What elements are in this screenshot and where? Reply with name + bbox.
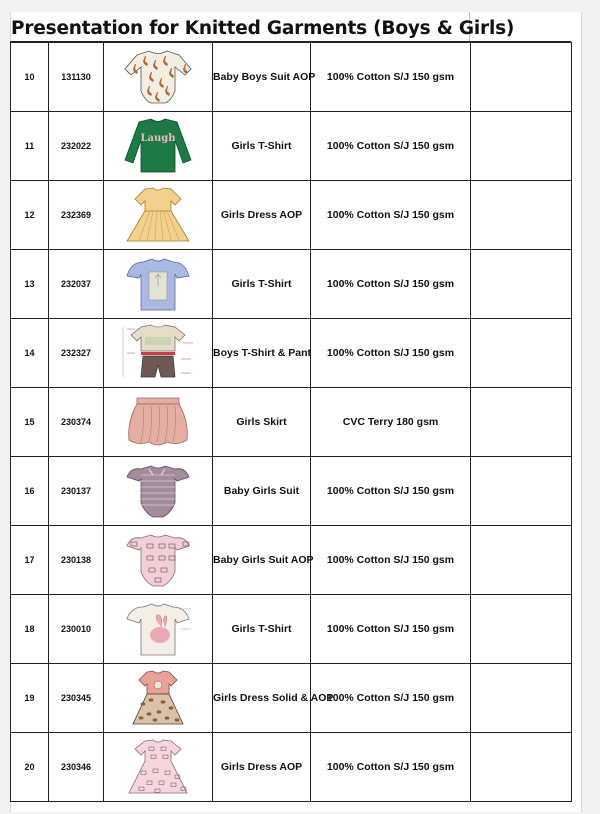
table-row (11, 595, 572, 664)
row-number-cell: 11 (11, 112, 49, 181)
fabric-cell: 100% Cotton S/J 150 gsm (311, 250, 471, 319)
row-number-cell: 18 (11, 595, 49, 664)
notes-cell (471, 112, 572, 181)
notes-cell (471, 664, 572, 733)
fabric-cell: 100% Cotton S/J 150 gsm (311, 181, 471, 250)
green-laugh-long-sleeve-tee-illustration (104, 116, 212, 176)
notes-cell (471, 526, 572, 595)
description-cell: Girls T-Shirt (213, 595, 311, 664)
row-number-cell: 13 (11, 250, 49, 319)
table-row (11, 112, 572, 181)
row-number-cell: 19 (11, 664, 49, 733)
table-row (11, 181, 572, 250)
table-row (11, 43, 572, 112)
fabric-cell: 100% Cotton S/J 150 gsm (311, 112, 471, 181)
fabric-cell: 100% Cotton S/J 150 gsm (311, 43, 471, 112)
notes-cell (471, 733, 572, 802)
bear-dress-with-leopard-skirt-illustration (104, 668, 212, 728)
boys-tee-and-shorts-tech-sketch (104, 323, 212, 383)
fabric-cell: CVC Terry 180 gsm (311, 388, 471, 457)
garment-image-cell (104, 388, 213, 457)
mauve-striped-bodysuit-illustration (104, 461, 212, 521)
row-number-cell: 10 (11, 43, 49, 112)
garment-image-cell (104, 250, 213, 319)
garment-table (10, 42, 572, 802)
boys-suit-giraffe-print-illustration (104, 47, 212, 107)
description-cell: Baby Girls Suit AOP (213, 526, 311, 595)
notes-cell (471, 595, 572, 664)
table-row (11, 664, 572, 733)
notes-cell (471, 388, 572, 457)
description-cell: Girls T-Shirt (213, 112, 311, 181)
style-code-cell: 131130 (49, 43, 104, 112)
style-code-cell: 232369 (49, 181, 104, 250)
style-code-cell: 230345 (49, 664, 104, 733)
description-cell: Boys T-Shirt & Pant (213, 319, 311, 388)
row-number-cell: 17 (11, 526, 49, 595)
style-code-cell: 230010 (49, 595, 104, 664)
pink-printed-bodysuit-illustration (104, 530, 212, 590)
description-cell: Baby Girls Suit (213, 457, 311, 526)
table-row (11, 250, 572, 319)
style-code-cell: 232037 (49, 250, 104, 319)
blue-flutter-tee-illustration (104, 254, 212, 314)
fabric-cell: 100% Cotton S/J 150 gsm (311, 526, 471, 595)
page-title: Presentation for Knitted Garments (Boys & Girls) (11, 18, 515, 39)
style-code-cell: 230346 (49, 733, 104, 802)
description-cell: Baby Boys Suit AOP (213, 43, 311, 112)
notes-cell (471, 43, 572, 112)
table-row (11, 388, 572, 457)
cream-tee-with-bunny-print-illustration (104, 599, 212, 659)
notes-cell (471, 250, 572, 319)
pink-skirt-illustration (104, 392, 212, 452)
row-number-cell: 20 (11, 733, 49, 802)
row-number-cell: 16 (11, 457, 49, 526)
garment-image-cell (104, 526, 213, 595)
table-row (11, 733, 572, 802)
garment-image-cell (104, 112, 213, 181)
garment-image-cell (104, 181, 213, 250)
row-number-cell: 15 (11, 388, 49, 457)
description-cell: Girls Dress AOP (213, 733, 311, 802)
notes-cell (471, 457, 572, 526)
style-code-cell: 230374 (49, 388, 104, 457)
row-number-cell: 12 (11, 181, 49, 250)
fabric-cell: 100% Cotton S/J 150 gsm (311, 595, 471, 664)
style-code-cell: 230137 (49, 457, 104, 526)
fabric-cell: 100% Cotton S/J 150 gsm (311, 733, 471, 802)
fabric-cell: 100% Cotton S/J 150 gsm (311, 457, 471, 526)
style-code-cell: 232327 (49, 319, 104, 388)
style-code-cell: 232022 (49, 112, 104, 181)
notes-cell (471, 319, 572, 388)
garment-image-cell (104, 733, 213, 802)
notes-cell (471, 181, 572, 250)
garment-table-body (11, 43, 572, 802)
pink-printed-dress-illustration (104, 737, 212, 797)
garment-image-cell (104, 43, 213, 112)
garment-image-cell (104, 457, 213, 526)
table-row (11, 319, 572, 388)
description-cell: Girls Dress Solid & AOP (213, 664, 311, 733)
fabric-cell: 100% Cotton S/J 150 gsm (311, 664, 471, 733)
table-row (11, 526, 572, 595)
garment-image-cell (104, 319, 213, 388)
description-cell: Girls Skirt (213, 388, 311, 457)
laugh-print-text: Laugh (140, 133, 176, 144)
row-number-cell: 14 (11, 319, 49, 388)
fabric-cell: 100% Cotton S/J 150 gsm (311, 319, 471, 388)
style-code-cell: 230138 (49, 526, 104, 595)
description-cell: Girls Dress AOP (213, 181, 311, 250)
garment-image-cell (104, 664, 213, 733)
description-cell: Girls T-Shirt (213, 250, 311, 319)
yellow-dress-illustration (104, 185, 212, 245)
table-row (11, 457, 572, 526)
garment-image-cell (104, 595, 213, 664)
